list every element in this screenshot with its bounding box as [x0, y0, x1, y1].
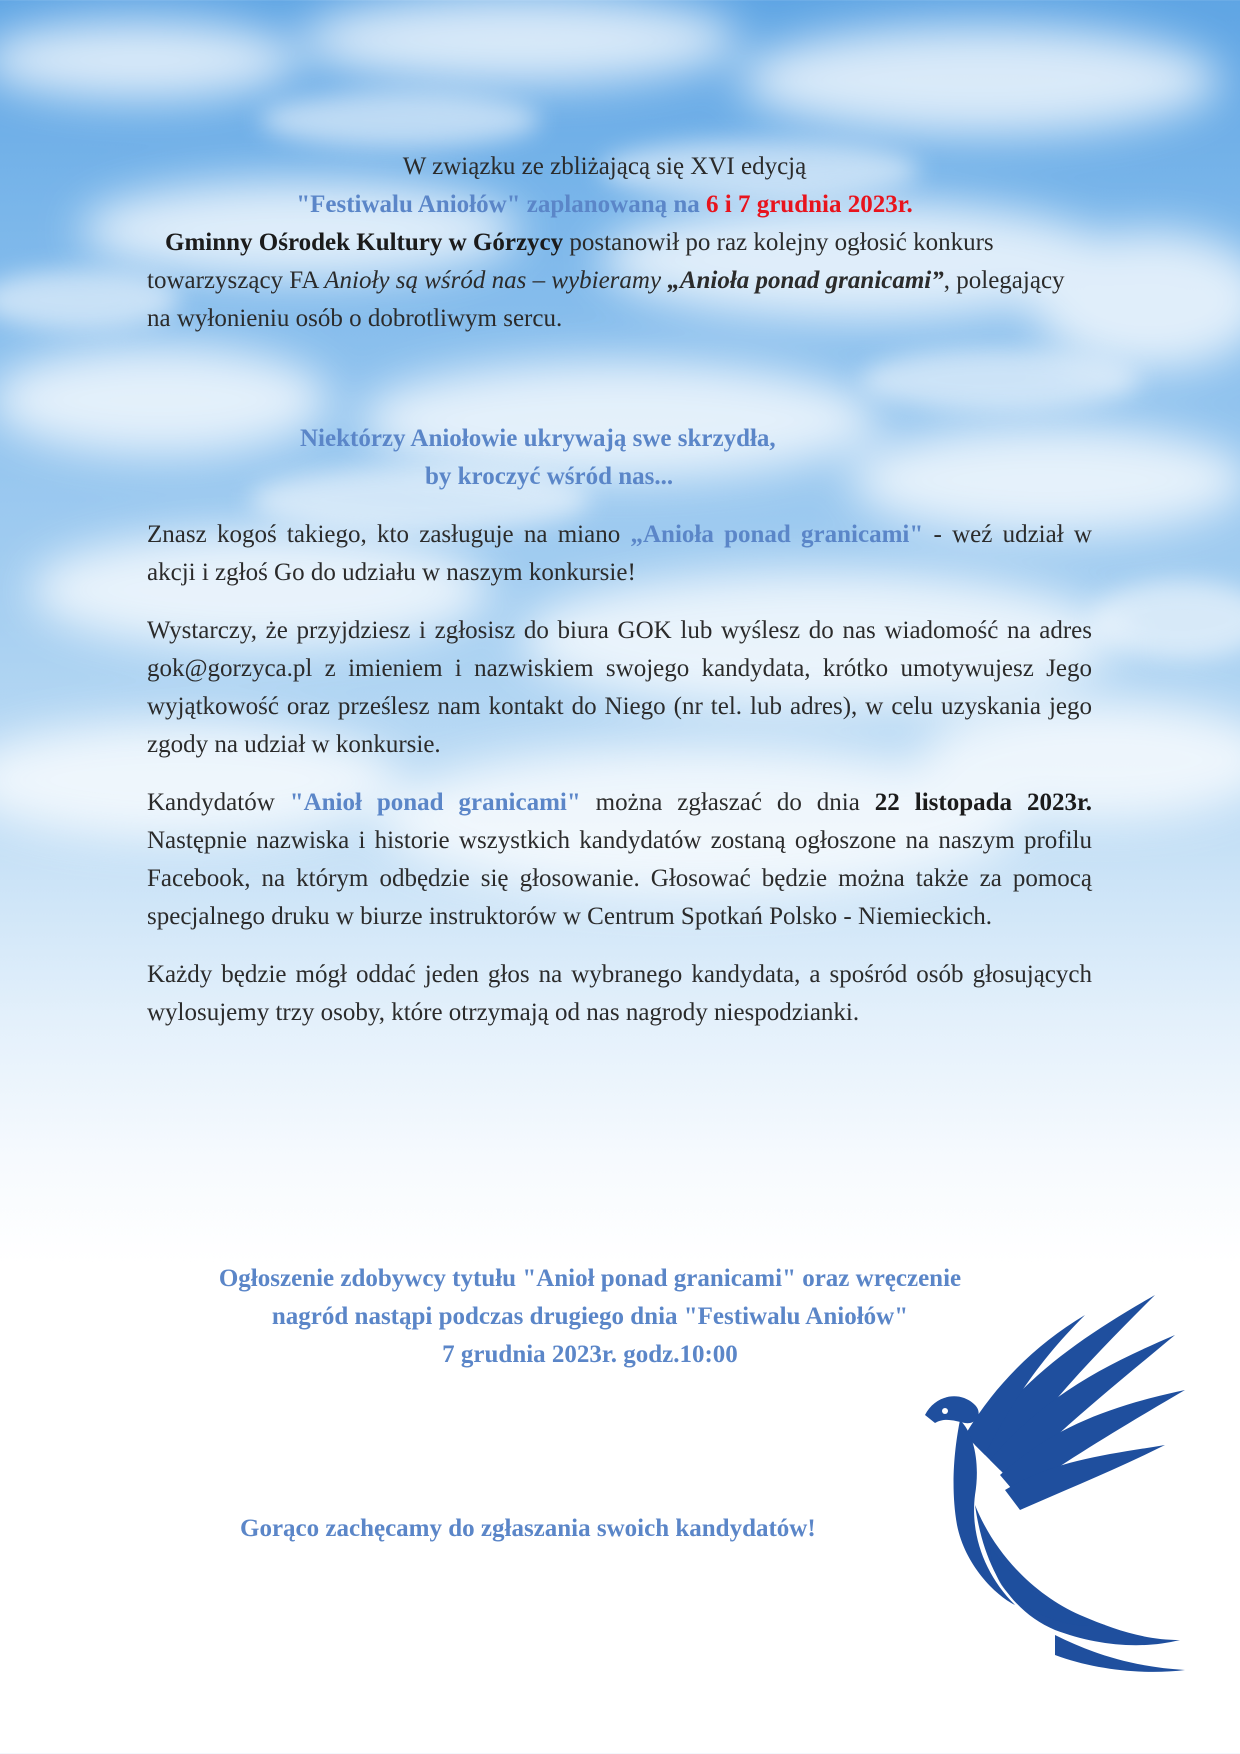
announcement-line-2: nagród nastąpi podczas drugiego dnia "Festiwalu Aniołów" [271, 1303, 909, 1330]
paragraph-how-to-apply: Wystarczy, że przyjdziesz i zgłosisz do biura GOK lub wyślesz do nas wiadomość na adres gok@gorzyca.pl z imieniem i nazwiskiem swojego kandydata, krótko umotywujesz Jego wyjątkowość oraz prześlesz nam kontakt do Niego (nr tel. lub adres), w celu uzyskania jego zgody na udział w konkursie. [147, 617, 1092, 758]
closing-call-to-action: Gorąco zachęcamy do zgłaszania swoich kandydatów! [240, 1515, 816, 1542]
intro-paragraph: Gminny Ośrodek Kultury w Górzycy postanowił po raz kolejny ogłosić konkurs towarzyszący FA Anioły są wśród nas – wybieramy „Anioła ponad granicami”, polegający na wyłonieniu osób o dobrotliwym sercu. [147, 229, 1065, 332]
motto-line-1: Niektórzy Aniołowie ukrywają swe skrzydła, [300, 425, 776, 452]
angel-bird-illustration [905, 1295, 1205, 1675]
organizer-name: Gminny Ośrodek Kultury w Górzycy [165, 229, 564, 256]
motto-line-2: by kroczyć wśród nas... [425, 463, 674, 490]
intro-section [147, 148, 1092, 338]
paragraph-voting: Każdy będzie mógł oddać jeden głos na wybranego kandydata, a spośród osób głosujących wylosujemy trzy osoby, które otrzymają od nas nagrody niespodzianki. [147, 961, 1092, 1026]
paragraph-deadline: Kandydatów "Anioł ponad granicami" można zgłaszać do dnia 22 listopada 2023r. Następnie nazwiska i historie wszystkich kandydatów zostaną ogłoszone na naszym profilu Facebook, na którym odbędzie się głosowanie. Głosować będzie można także za pomocą specjalnego druku w biurze instruktorów w Centrum Spotkań Polsko - Niemieckich. [147, 789, 1092, 930]
motto-quote [0, 420, 1240, 496]
contest-title: „Anioła ponad granicami” [667, 267, 944, 294]
intro-edition-line: W związku ze zbliżającą się XVI edycją [402, 153, 807, 180]
paragraph-nominate: Znasz kogoś takiego, kto zasługuje na miano „Anioła ponad granicami" - weź udział w akcji i zgłoś Go do udziału w naszym konkursie! [147, 521, 1092, 586]
festival-dates-line [147, 186, 1092, 224]
festival-name: "Festiwalu Aniołów" zaplanowaną na [296, 191, 706, 218]
announcement-line-3: 7 grudnia 2023r. godz.10:00 [442, 1341, 738, 1368]
announcement-line-1: Ogłoszenie zdobywcy tytułu "Anioł ponad granicami" oraz wręczenie [218, 1265, 962, 1292]
body-text [147, 516, 1092, 1052]
festival-dates: 6 i 7 grudnia 2023r. [706, 191, 913, 218]
deadline-date: 22 listopada 2023r. [874, 789, 1092, 816]
